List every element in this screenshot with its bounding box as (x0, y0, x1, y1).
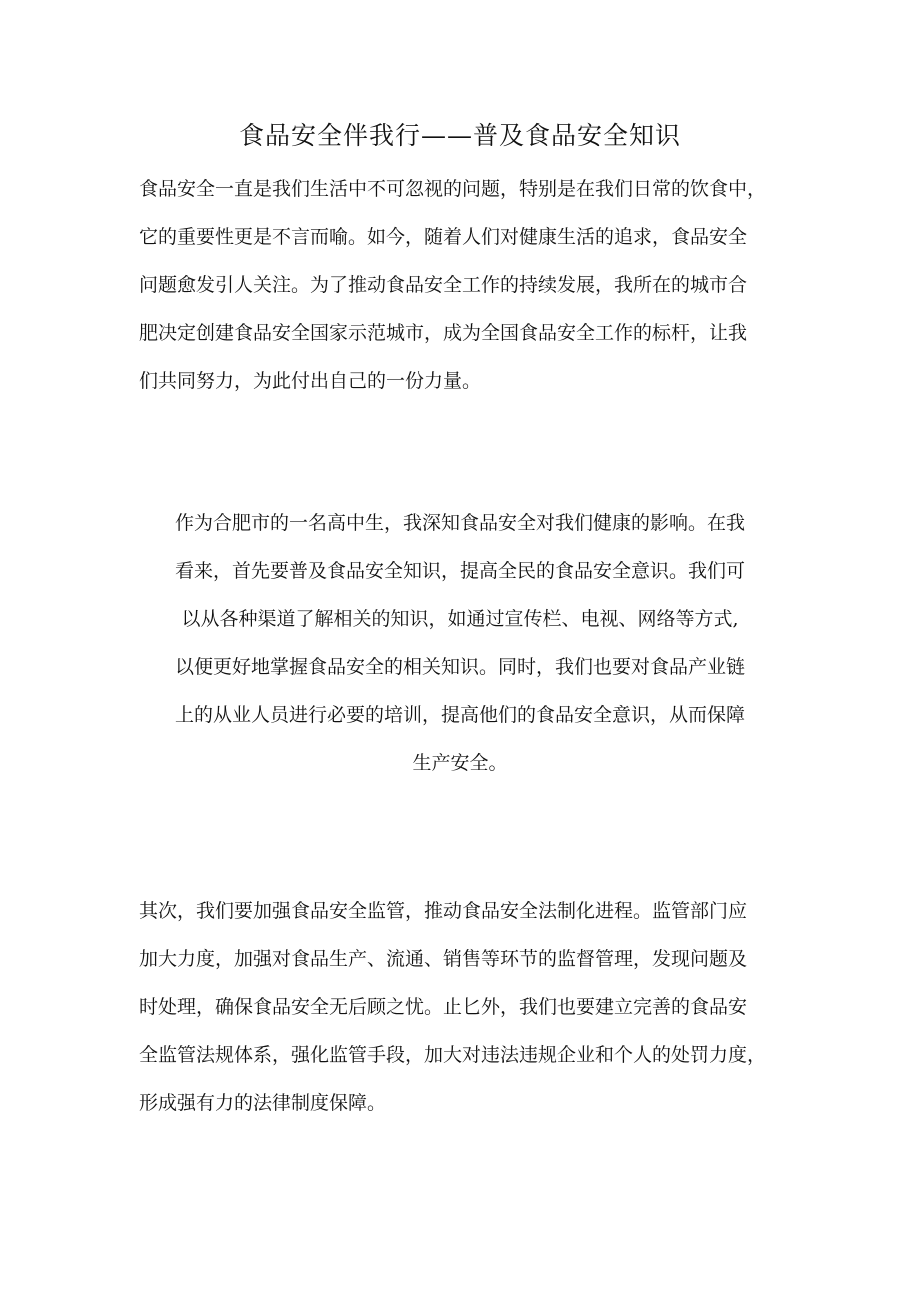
paragraph-line: 以便更好地掌握食品安全的相关知识。同时，我们也要对食品产业链 (174, 656, 745, 678)
paragraph-line: 时处理，确保食品安全无后顾之忧。止匕外，我们也要建立完善的食品安 (139, 996, 748, 1018)
paragraph-line: 全监管法规体系，强化监管手段，加大对违法违规企业和个人的处罚力度， (139, 1044, 767, 1066)
paragraph-line: 食品安全一直是我们生活中不可忽视的问题，特别是在我们日常的饮食中， (139, 178, 767, 200)
paragraph-1 (139, 165, 799, 405)
document-title: 食品安全伴我行——普及食品安全知识 (238, 121, 681, 150)
paragraph-line: 看来，首先要普及食品安全知识，提高全民的食品安全意识。我们可 (174, 560, 745, 582)
paragraph-2 (130, 499, 790, 787)
paragraph-line: 作为合肥市的一名高中生，我深知食品安全对我们健康的影响。在我 (174, 512, 745, 534)
paragraph-line: 其次，我们要加强食品安全监管，推动食品安全法制化进程。监管部门应 (139, 900, 748, 922)
paragraph-line: 以从各种渠道了解相关的知识，如通过宣传栏、电视、网络等方式, (181, 608, 739, 630)
paragraph-line: 形成强有力的法律制度保障。 (139, 1092, 387, 1114)
paragraph-line: 它的重要性更是不言而喻。如今，随着人们对健康生活的追求，食品安全 (139, 226, 748, 248)
paragraph-line: 上的从业人员进行必要的培训，提高他们的食品安全意识，从而保障 (174, 704, 745, 726)
paragraph-line: 们共同努力，为此付出自己的一份力量。 (139, 370, 482, 392)
paragraph-line: 肥决定创建食品安全国家示范城市，成为全国食品安全工作的标杆，让我 (139, 322, 748, 344)
paragraph-line: 问题愈发引人关注。为了推动食品安全工作的持续发展，我所在的城市合 (139, 274, 748, 296)
paragraph-line: 生产安全。 (412, 752, 508, 774)
paragraph-line: 加大力度，加强对食品生产、流通、销售等环节的监督管理，发现问题及 (139, 948, 748, 970)
paragraph-3 (139, 887, 809, 1127)
